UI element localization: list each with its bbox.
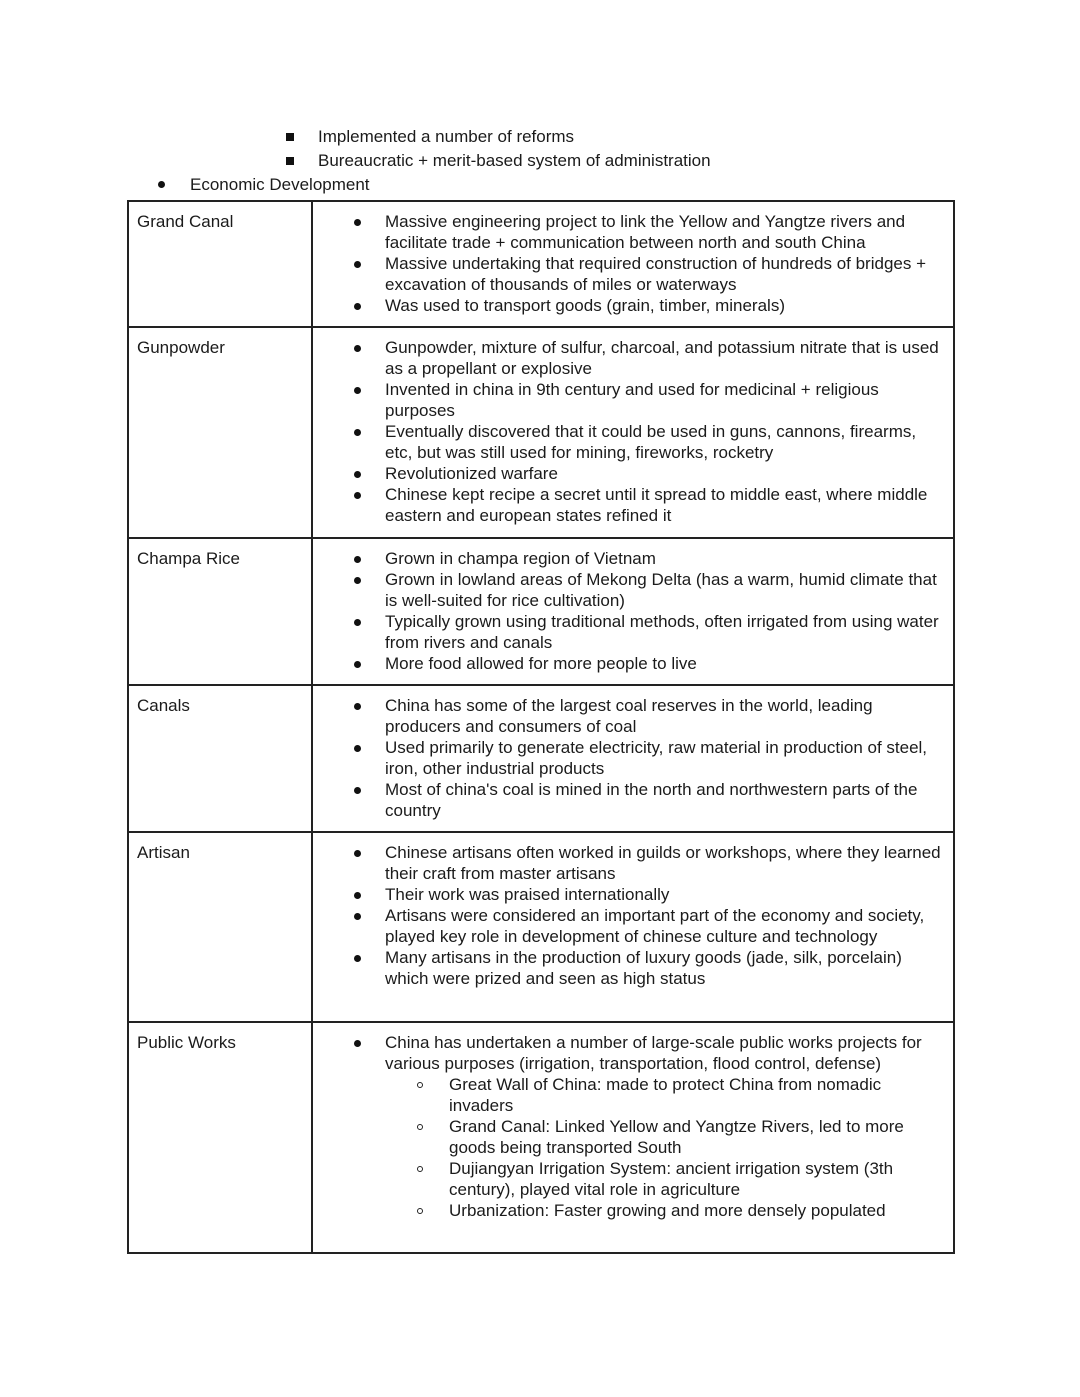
list-item: [313, 1032, 941, 1074]
bullet-text: Invented in china in 9th century and used for medicinal + religious purposes: [385, 380, 879, 420]
list-item: [313, 737, 941, 779]
table-row: [128, 538, 954, 685]
section-heading-text: Economic Development: [190, 175, 370, 194]
bullet-icon: [158, 181, 165, 188]
sub-list-item: [313, 1158, 941, 1200]
bullet-icon: [354, 1040, 361, 1047]
details-cell: [312, 1022, 954, 1253]
bullet-text: China has undertaken a number of large-scale public works projects for various purposes (irrigation, transportation, flood control, defense): [385, 1033, 922, 1073]
list-item-text: Implemented a number of reforms: [318, 127, 575, 146]
sub-list-item: [313, 1116, 941, 1158]
bullet-icon: [354, 577, 361, 584]
sub-bullet-text: Urbanization: Faster growing and more densely populated: [449, 1201, 886, 1220]
list-item: [313, 905, 941, 947]
list-item: [313, 548, 941, 569]
bullet-text: Revolutionized warfare: [385, 464, 558, 483]
hollow-bullet-icon: [417, 1082, 423, 1088]
list-item: [313, 611, 941, 653]
bullet-icon: [354, 619, 361, 626]
bullet-text: Gunpowder, mixture of sulfur, charcoal, and potassium nitrate that is used as a propellant or explosive: [385, 338, 939, 378]
bullet-icon: [354, 345, 361, 352]
bullet-text: Used primarily to generate electricity, raw material in production of steel, iron, other industrial products: [385, 738, 928, 778]
list-item: [0, 150, 1080, 174]
list-item: [313, 569, 941, 611]
topic-cell: Public Works: [128, 1022, 312, 1253]
bullet-icon: [354, 787, 361, 794]
section-heading: [0, 174, 1080, 198]
bullet-icon: [354, 661, 361, 668]
bullet-text: Typically grown using traditional methods, often irrigated from using water from rivers and canals: [385, 612, 939, 652]
table-row: [128, 832, 954, 1022]
bullet-icon: [354, 429, 361, 436]
bullet-text: Most of china's coal is mined in the north and northwestern parts of the country: [385, 780, 918, 820]
details-cell: [312, 201, 954, 327]
hollow-bullet-icon: [417, 1166, 423, 1172]
list-item: [313, 884, 941, 905]
sub-bullet-text: Dujiangyan Irrigation System: ancient irrigation system (3th century), played vital role in agriculture: [449, 1159, 894, 1199]
list-item: [313, 295, 941, 316]
list-item: [0, 126, 1080, 150]
outline-list: [0, 126, 1080, 198]
list-item: [313, 337, 941, 379]
list-item: [313, 484, 941, 526]
topic-cell: Artisan: [128, 832, 312, 1022]
bullet-icon: [354, 913, 361, 920]
bullet-text: Many artisans in the production of luxury goods (jade, silk, porcelain) which were prized and seen as high status: [385, 948, 902, 988]
bullet-icon: [354, 387, 361, 394]
bullet-text: Chinese kept recipe a secret until it spread to middle east, where middle eastern and european states refined it: [385, 485, 928, 525]
bullet-text: Massive engineering project to link the Yellow and Yangtze rivers and facilitate trade + communication between north and south China: [385, 212, 906, 252]
bullet-text: Was used to transport goods (grain, timber, minerals): [385, 296, 785, 315]
list-item: [313, 421, 941, 463]
table-row: [128, 201, 954, 327]
bullet-icon: [354, 892, 361, 899]
bullet-icon: [354, 556, 361, 563]
bullet-text: China has some of the largest coal reserves in the world, leading producers and consumers of coal: [385, 696, 873, 736]
bullet-icon: [354, 219, 361, 226]
bullet-text: Massive undertaking that required construction of hundreds of bridges + excavation of thousands of miles or waterways: [385, 254, 927, 294]
table-row: [128, 685, 954, 832]
list-item: [313, 253, 941, 295]
square-bullet-icon: [286, 157, 294, 165]
sub-bullet-text: Grand Canal: Linked Yellow and Yangtze Rivers, led to more goods being transported South: [449, 1117, 904, 1157]
sub-list-item: [313, 1200, 941, 1221]
table-row: [128, 327, 954, 538]
bullet-icon: [354, 850, 361, 857]
topic-cell: Gunpowder: [128, 327, 312, 538]
bullet-icon: [354, 703, 361, 710]
list-item: [313, 842, 941, 884]
topic-cell: Canals: [128, 685, 312, 832]
sub-list-item: [313, 1074, 941, 1116]
details-cell: [312, 327, 954, 538]
list-item: [313, 695, 941, 737]
details-cell: [312, 685, 954, 832]
economic-development-table: [127, 200, 955, 1254]
bullet-icon: [354, 471, 361, 478]
list-item-text: Bureaucratic + merit-based system of administration: [318, 151, 711, 170]
bullet-text: More food allowed for more people to live: [385, 654, 697, 673]
bullet-text: Artisans were considered an important part of the economy and society, played key role in development of chinese culture and technology: [385, 906, 925, 946]
sub-bullet-text: Great Wall of China: made to protect China from nomadic invaders: [449, 1075, 882, 1115]
list-item: [313, 379, 941, 421]
square-bullet-icon: [286, 133, 294, 141]
details-cell: [312, 538, 954, 685]
bullet-icon: [354, 492, 361, 499]
table-row: [128, 1022, 954, 1253]
bullet-text: Grown in lowland areas of Mekong Delta (has a warm, humid climate that is well-suited for rice cultivation): [385, 570, 937, 610]
topic-cell: Grand Canal: [128, 201, 312, 327]
bullet-text: Grown in champa region of Vietnam: [385, 549, 656, 568]
details-cell: [312, 832, 954, 1022]
bullet-icon: [354, 955, 361, 962]
bullet-text: Their work was praised internationally: [385, 885, 670, 904]
bullet-icon: [354, 303, 361, 310]
list-item: [313, 463, 941, 484]
list-item: [313, 653, 941, 674]
list-item: [313, 211, 941, 253]
bullet-icon: [354, 745, 361, 752]
topic-cell: Champa Rice: [128, 538, 312, 685]
hollow-bullet-icon: [417, 1208, 423, 1214]
bullet-text: Chinese artisans often worked in guilds or workshops, where they learned their craft from master artisans: [385, 843, 941, 883]
hollow-bullet-icon: [417, 1124, 423, 1130]
list-item: [313, 947, 941, 989]
bullet-text: Eventually discovered that it could be used in guns, cannons, firearms, etc, but was still used for mining, fireworks, rocketry: [385, 422, 917, 462]
bullet-icon: [354, 261, 361, 268]
list-item: [313, 779, 941, 821]
